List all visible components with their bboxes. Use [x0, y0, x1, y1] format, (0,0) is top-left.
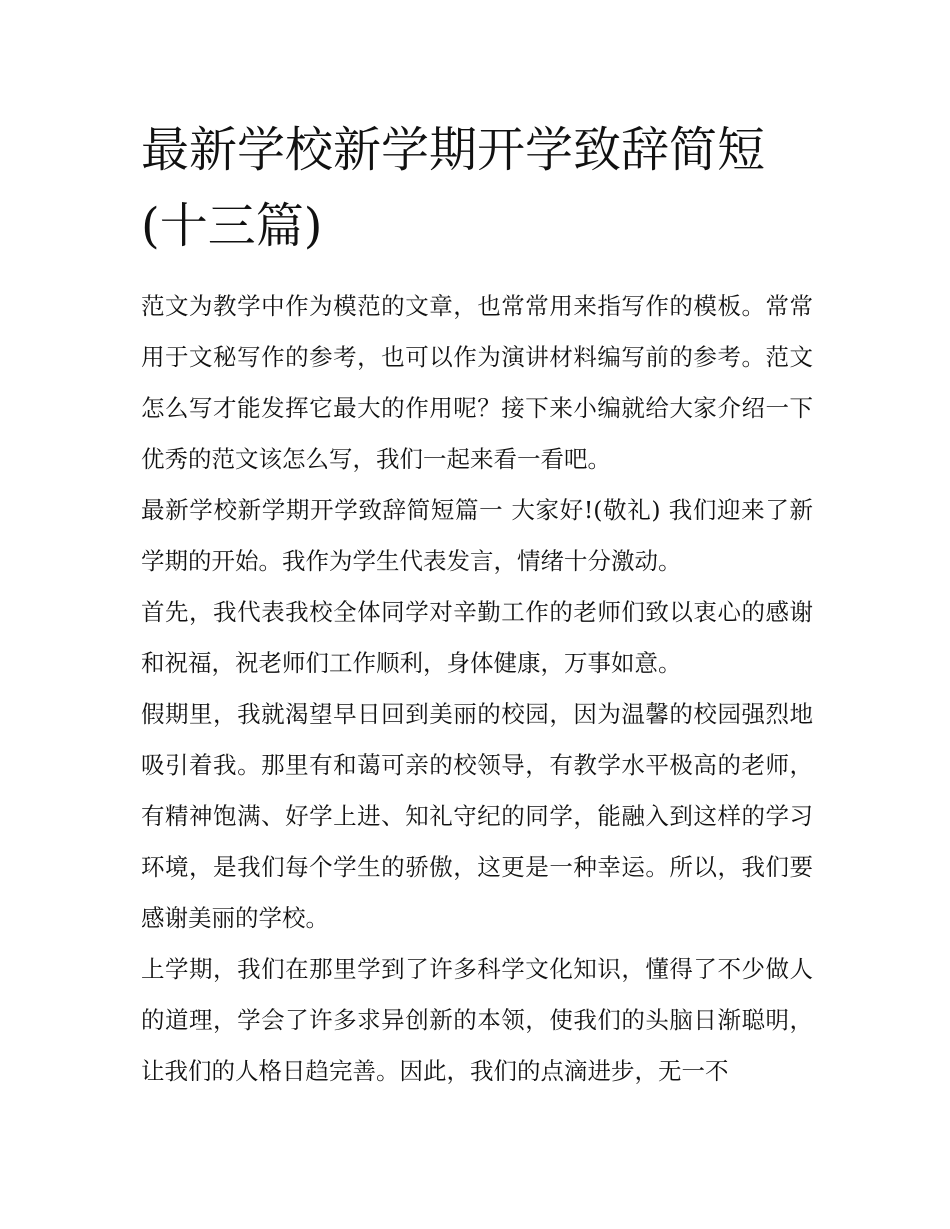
paragraph-intro: 范文为教学中作为模范的文章，也常常用来指写作的模板。常常用于文秘写作的参考，也可以作为演讲材料编写前的参考。范文怎么写才能发挥它最大的作用呢？接下来小编就给大家介绍一下优秀的范文该怎么写，我们一起来看一看吧。	[141, 292, 813, 473]
paragraph-last-semester: 上学期，我们在那里学到了许多科学文化知识，懂得了不少做人的道理，学会了许多求异创新的本领，使我们的头脑日渐聪明，让我们的人格日趋完善。因此，我们的点滴进步，无一不	[141, 955, 813, 1085]
document-title: 最新学校新学期开学致辞简短(十三篇)	[141, 122, 766, 254]
paragraph-greeting: 最新学校新学期开学致辞简短篇一 大家好!(敬礼) 我们迎来了新学期的开始。我作为学生代表发言，情绪十分激动。	[141, 496, 813, 575]
paragraph-holiday: 假期里，我就渴望早日回到美丽的校园，因为温馨的校园强烈地吸引着我。那里有和蔼可亲的校领导，有教学水平极高的老师，有精神饱满、好学上进、知礼守纪的同学，能融入到这样的学习环境，是我们每个学生的骄傲，这更是一种幸运。所以，我们要感谢美丽的学校。	[141, 700, 813, 932]
document-body	[141, 281, 813, 1097]
paragraph-thanks: 首先，我代表我校全体同学对辛勤工作的老师们致以衷心的感谢和祝福，祝老师们工作顺利，身体健康，万事如意。	[141, 598, 813, 677]
